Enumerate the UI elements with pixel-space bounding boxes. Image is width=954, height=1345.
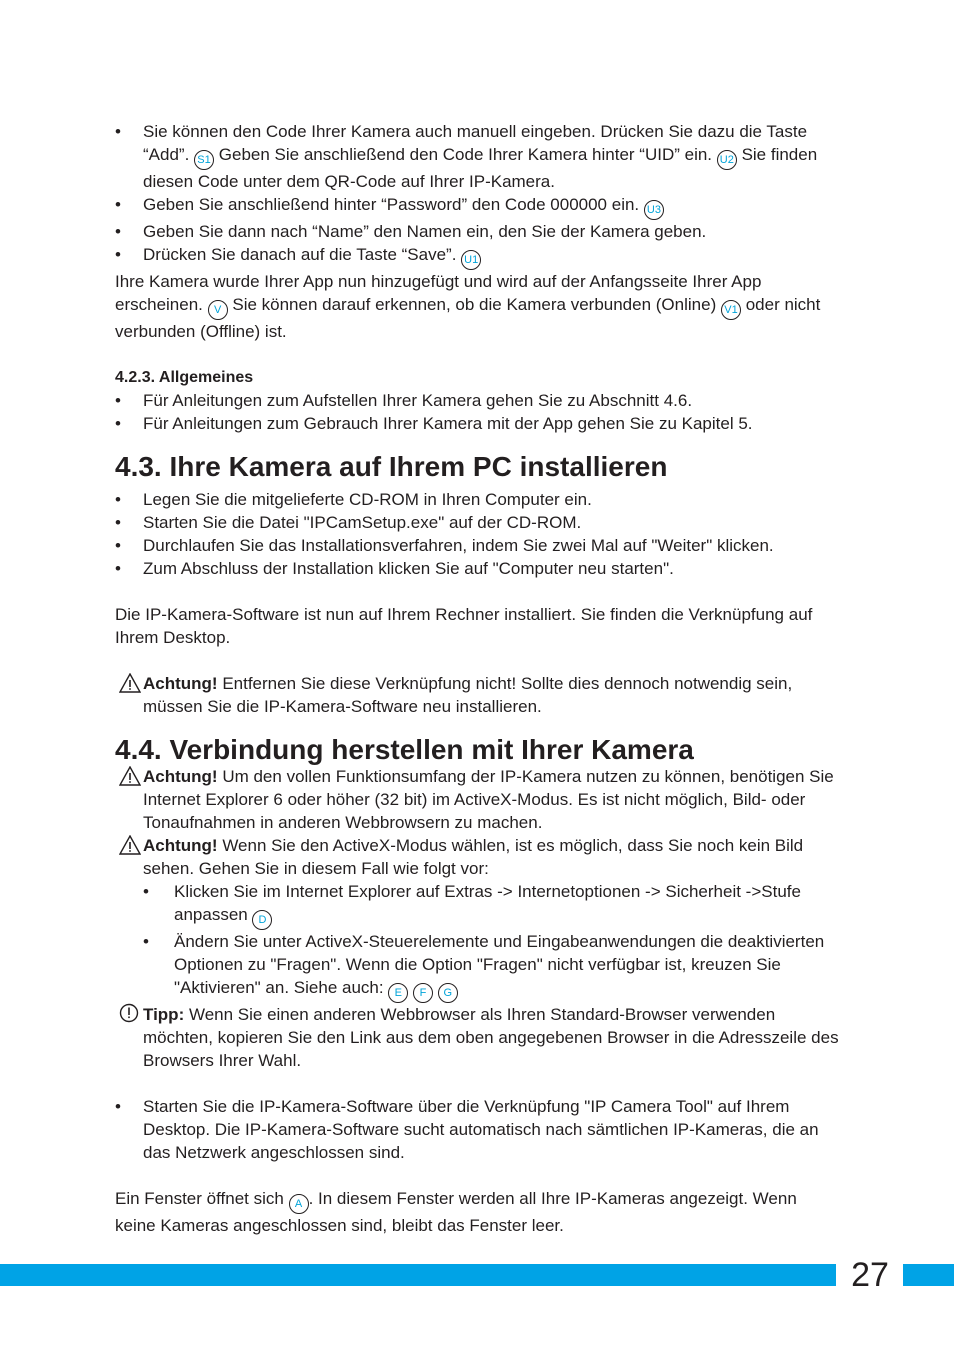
ref-u1-icon: U1 [461,250,481,270]
footer-bar-right [903,1264,954,1286]
ref-g-icon: G [438,983,458,1003]
warning-icon [119,673,141,693]
s44-sublist [115,880,840,1003]
list-item: • Geben Sie dann nach “Name” den Namen ein, den Sie der Kamera geben. [115,220,840,243]
ref-e-icon: E [388,983,408,1003]
list-item: • Drücken Sie danach auf die Taste “Save”. U1 [115,243,840,270]
tip-note: Tipp: Wenn Sie einen anderen Webbrowser als Ihren Standard-Browser verwenden möchten, kopieren Sie den Link aus dem oben angegebenen Browser in die Adresszeile des Browsers Ihrer Wahl. [115,1003,840,1072]
ref-u3-icon: U3 [644,200,664,220]
ref-d-icon: D [252,910,272,930]
list-item: • Starten Sie die Datei "IPCamSetup.exe" auf der CD-ROM. [115,511,840,534]
intro-paragraph: Ihre Kamera wurde Ihrer App nun hinzugefügt und wird auf der Anfangsseite Ihrer App erscheinen. V Sie können darauf erkennen, ob die Kamera verbunden (Online) V1 oder nicht verbunden (Offline) ist. [115,272,821,341]
ref-s1-icon: S1 [194,150,214,170]
warning-note: Achtung! Um den vollen Funktionsumfang der IP-Kamera nutzen zu können, benötigen Sie Internet Explorer 6 oder höher (32 bit) im ActiveX-Modus. Es ist nicht möglich, Bild- oder Tonaufnahmen in anderen Webbrowsern zu machen. [115,765,840,834]
list-item: • Zum Abschluss der Installation klicken Sie auf "Computer neu starten". [115,557,840,580]
list-item: • Geben Sie anschließend hinter “Password” den Code 000000 ein. U3 [115,193,840,220]
list-item: • Starten Sie die IP-Kamera-Software über die Verknüpfung "IP Camera Tool" auf Ihrem Desktop. Die IP-Kamera-Software sucht automatisch nach sämtlichen IP-Kameras, die an das Netzwerk angeschlossen sind. [115,1095,840,1164]
subsection-title: 4.2.3. Allgemeines [115,369,254,386]
list-item: • Ändern Sie unter ActiveX-Steuerelemente und Eingabeanwendungen die deaktivierten Optionen zu "Fragen". Wenn die Option "Fragen" nicht verfügbar ist, kreuzen Sie "Aktivieren" an. Siehe auch: E F G [115,930,840,1003]
s43-paragraph: Die IP-Kamera-Software ist nun auf Ihrem Rechner installiert. Sie finden die Verknüpfung auf Ihrem Desktop. [115,605,813,647]
ref-v1-icon: V1 [721,300,741,320]
ref-u2-icon: U2 [717,150,737,170]
s44-list [115,1095,840,1164]
list-item: • Für Anleitungen zum Gebrauch Ihrer Kamera mit der App gehen Sie zu Kapitel 5. [115,412,840,435]
section-title: 4.3. Ihre Kamera auf Ihrem PC installieren [115,451,668,482]
warning-note: Achtung! Entfernen Sie diese Verknüpfung nicht! Sollte dies dennoch notwendig sein, müssen Sie die IP-Kamera-Software neu installieren. [115,672,840,718]
s43-list [115,488,840,580]
warning-icon [119,835,141,855]
ref-a-icon: A [289,1194,309,1214]
list-item: • Durchlaufen Sie das Installationsverfahren, indem Sie zwei Mal auf "Weiter" klicken. [115,534,840,557]
list-item: • Für Anleitungen zum Aufstellen Ihrer Kamera gehen Sie zu Abschnitt 4.6. [115,389,840,412]
section-title: 4.4. Verbindung herstellen mit Ihrer Kamera [115,734,694,765]
page-content [115,120,840,1237]
warning-icon [119,766,141,786]
list-item: • Sie können den Code Ihrer Kamera auch manuell eingeben. Drücken Sie dazu die Taste “Add”. S1 Geben Sie anschließend den Code Ihrer Kamera hinter “UID” ein. U2 Sie finden diesen Code unter dem QR-Code auf Ihrer IP-Kamera. [115,120,840,193]
s423-list [115,389,840,435]
intro-list [115,120,840,270]
warning-note: Achtung! Wenn Sie den ActiveX-Modus wählen, ist es möglich, dass Sie noch kein Bild sehen. Gehen Sie in diesem Fall wie folgt vor: [115,834,840,880]
footer-bar-left [0,1264,836,1286]
list-item: • Legen Sie die mitgelieferte CD-ROM in Ihren Computer ein. [115,488,840,511]
s44-final-paragraph: Ein Fenster öffnet sich A . In diesem Fenster werden all Ihre IP-Kameras angezeigt. Wenn keine Kameras angeschlossen sind, bleibt das Fenster leer. [115,1189,797,1235]
info-icon [119,1003,139,1023]
ref-f-icon: F [413,983,433,1003]
ref-v-icon: V [208,300,228,320]
list-item: • Klicken Sie im Internet Explorer auf Extras -> Internetoptionen -> Sicherheit ->Stufe anpassen D [115,880,840,930]
page-number: 27 [851,1256,889,1294]
